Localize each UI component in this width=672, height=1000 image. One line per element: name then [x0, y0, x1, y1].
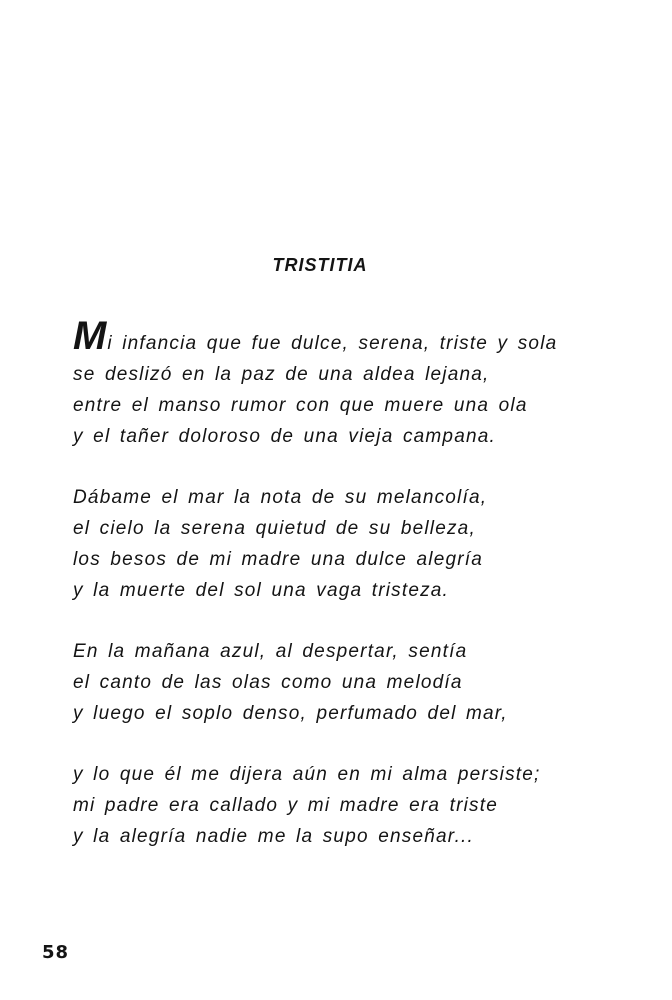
poem-line: el cielo la serena quietud de su belleza,	[73, 518, 476, 539]
poem-line: mi padre era callado y mi madre era triste	[73, 795, 498, 816]
stanza-4	[73, 759, 633, 852]
poem-line: y la muerte del sol una vaga tristeza.	[73, 580, 450, 601]
stanza-2	[73, 482, 633, 606]
poem-line: y lo que él me dijera aún en mi alma persiste;	[73, 764, 541, 785]
poem-line: y la alegría nadie me la supo enseñar...	[73, 826, 474, 847]
poem-title: TRISTITIA	[272, 255, 368, 275]
stanza-1	[73, 316, 633, 452]
poem-line: el canto de las olas como una melodía	[73, 672, 463, 693]
poem-first-line	[73, 316, 633, 359]
first-line-text: i infancia que fue dulce, serena, triste y sola	[107, 333, 558, 354]
poem-line: se deslizó en la paz de una aldea lejana,	[73, 364, 490, 385]
poem-line: y luego el soplo denso, perfumado del mar,	[73, 703, 508, 724]
poem-line: entre el manso rumor con que muere una ola	[73, 395, 528, 416]
poem-line: En la mañana azul, al despertar, sentía	[73, 641, 468, 662]
stanza-3	[73, 636, 633, 729]
page-number: 58	[42, 942, 70, 963]
poem-body	[73, 316, 633, 882]
poem-line: los besos de mi madre una dulce alegría	[73, 549, 483, 570]
poem-line: y el tañer doloroso de una vieja campana.	[73, 426, 496, 447]
poem-line: Dábame el mar la nota de su melancolía,	[73, 487, 488, 508]
drop-cap: M	[73, 314, 107, 358]
